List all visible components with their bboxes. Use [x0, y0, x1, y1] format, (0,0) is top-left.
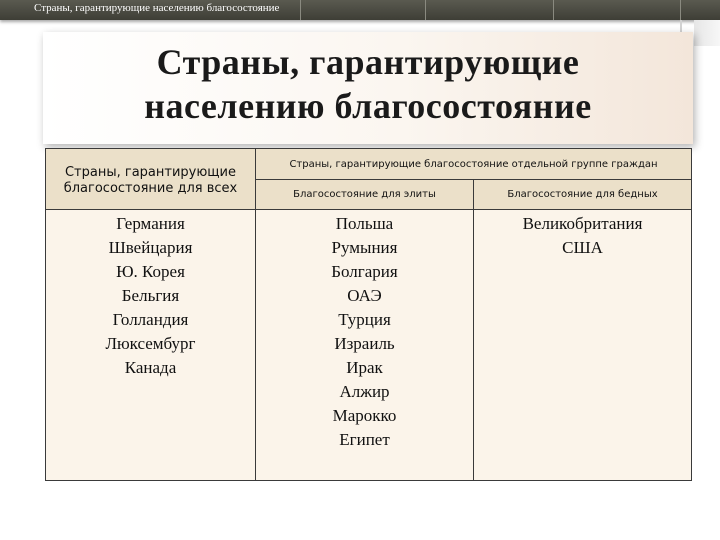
list-item: Марокко [332, 406, 397, 425]
slide-title-card [43, 32, 693, 144]
list-item: Великобритания [522, 214, 643, 233]
header-elite: Благосостояние для элиты [256, 180, 474, 210]
header-poor: Благосостояние для бедных [474, 180, 692, 210]
list-item: ОАЭ [347, 286, 382, 305]
list-item: Ю. Корея [116, 262, 185, 281]
countries-table [45, 148, 692, 481]
header-all-citizens: Страны, гарантирующие благосостояние для всех [46, 149, 256, 210]
column-elite-list [256, 210, 474, 481]
column-poor-list [474, 210, 692, 481]
list-item: Болгария [331, 262, 398, 281]
list-item: Люксембург [105, 334, 196, 353]
list-item: Германия [116, 214, 185, 233]
top-bar [0, 0, 720, 20]
list-item: Ирак [346, 358, 383, 377]
header-group-citizens: Страны, гарантирующие благосостояние отдельной группе граждан [256, 149, 692, 180]
decorative-strip [694, 20, 720, 46]
list-item: Румыния [331, 238, 398, 257]
list-item: Турция [338, 310, 391, 329]
list-item: США [562, 238, 603, 257]
top-bar-divider [300, 0, 301, 20]
list-item: Канада [124, 358, 177, 377]
column-all-citizens-list [46, 210, 256, 481]
list-item: Израиль [334, 334, 395, 353]
slide-title [43, 40, 693, 128]
list-item: Польша [335, 214, 394, 233]
slide-title-line-2: населению благосостояние [144, 86, 592, 126]
slide-title-line-1: Страны, гарантирующие [156, 42, 580, 82]
list-item: Египет [339, 430, 390, 449]
list-item: Бельгия [121, 286, 180, 305]
list-item: Швейцария [108, 238, 193, 257]
top-bar-title: Страны, гарантирующие населению благосостояние [34, 2, 280, 14]
top-bar-divider [553, 0, 554, 20]
list-item: Голландия [112, 310, 189, 329]
top-bar-divider [680, 0, 681, 20]
list-item: Алжир [339, 382, 390, 401]
top-bar-divider [425, 0, 426, 20]
